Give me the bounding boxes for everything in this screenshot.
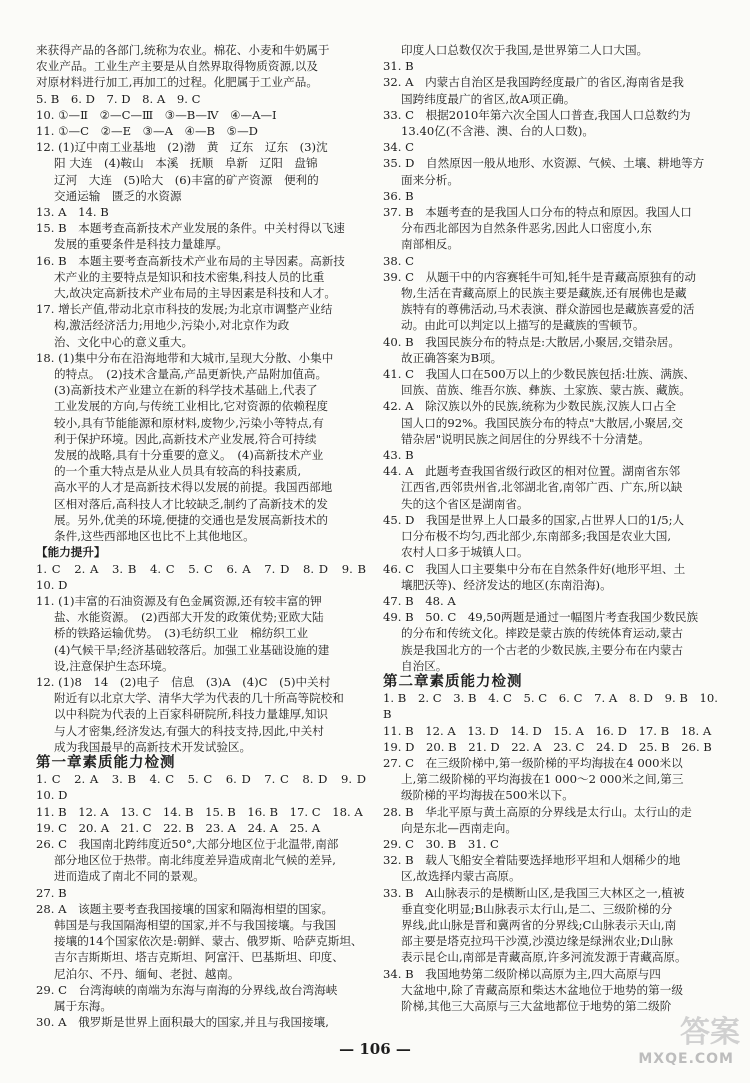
answer-line: 壤肥沃等)、经济发达的地区(东南沿海)。: [401, 577, 612, 592]
answer-line: 41. C 我国人口在500万以上的少数民族包括:壮族、满族、: [383, 367, 696, 382]
answer-line: 12. (1)8 14 (2)电子 信息 (3)A (4)C (5)中关村: [36, 674, 331, 689]
answer-line: 33. C 根据2010年第六次全国人口普查,我国人口总数约为: [383, 107, 691, 122]
answer-line: 故正确答案为B项。: [401, 350, 503, 365]
answer-line: 接壤的14个国家依次是:朝鲜、蒙古、俄罗斯、哈萨克斯坦、: [54, 934, 363, 949]
answer-line: 较小,具有节能能源和原材料,废物少,污染小等特点,有: [54, 415, 324, 430]
answer-line: 农村人口多于城镇人口。: [401, 545, 529, 560]
answer-line: 界线,此山脉是晋和冀两省的分界线;C山脉表示天山,南: [401, 917, 677, 932]
answer-line: 36. B: [383, 188, 414, 203]
answer-line: 30. A 俄罗斯是世界上面积最大的国家,并且与我国接壤,: [36, 1015, 329, 1030]
answer-line: 国人口的92%。我国民族分布的特点"大散居,小聚居,交: [401, 415, 683, 430]
answer-line: 18. (1)集中分布在沿海地带和大城市,呈现大分散、小集中: [36, 350, 334, 365]
watermark-big-text: 答案: [680, 1015, 740, 1050]
answer-line: 自治区。: [401, 658, 448, 673]
answer-line: 印度人口总数仅次于我国,是世界第二人口大国。: [401, 43, 649, 57]
answer-line: 江西省,西邻贵州省,北邻湖北省,南邻广西、广东,所以缺: [401, 480, 683, 495]
answer-line: 45. D 我国是世界上人口最多的国家,占世界人口的1/5;人: [383, 512, 685, 527]
answer-line: 27. C 在三级阶梯中,第一级阶梯的平均海拔在4 000米以: [383, 755, 683, 770]
answer-line: 展。另外,优美的环境,便捷的交通也是发展高新技术的: [54, 512, 329, 527]
answer-line: 交通运输 匮乏的水资源: [54, 188, 182, 203]
answer-line: 发展的重要条件是科技力量雄厚。: [54, 237, 228, 252]
answer-line: 级阶梯的平均海拔在500米以下。: [401, 788, 574, 803]
answer-line: 5. B 6. D 7. D 8. A 9. C: [36, 91, 201, 106]
answer-line: 32. B 载人飞船安全着陆要选择地形平坦和人烟稀少的地: [383, 853, 681, 868]
answer-line: 19. C 20. A 21. C 22. B 23. A 24. A 25. A: [36, 820, 321, 835]
answer-line: 1. B 2. C 3. B 4. C 5. C 6. C 7. A 8. D 9. B 10. B: [383, 691, 718, 722]
answer-line: 与人才密集,经济发达,有强大的科技支持,因此,中关村: [54, 723, 324, 738]
answer-line: 的一个重大特点是从业人员具有较高的科技素质,: [54, 464, 302, 479]
answer-line: 族特有的尊佛活动,马术表演、群众游园也是藏族喜爱的活: [401, 302, 695, 317]
answer-line: 19. D 20. B 21. D 22. A 23. C 24. D 25. B 26. B: [383, 739, 712, 754]
answer-line: 以中科院为代表的上百家科研院所,科技力量雄厚,知识: [54, 707, 329, 722]
answer-line: 阳 大连 (4)鞍山 本溪 抚顺 阜新 辽阳 盘锦: [54, 156, 318, 171]
answer-line: 29. C 30. B 31. C: [383, 836, 499, 851]
answer-line: 47. B 48. A: [383, 593, 456, 608]
answer-line: 的特点。 (2)技术含量高,产品更新快,产品附加值高。: [54, 367, 328, 382]
answer-line: 28. A 该题主要考查我国接壤的国家和隔海相望的国家。: [36, 901, 334, 916]
answer-line: 错杂居"说明民族之间居住的分界线不十分清楚。: [401, 431, 650, 446]
answer-line: 11. ①—C ②—E ③—A ④—B ⑤—D: [36, 124, 258, 139]
answer-line: 分布西北部因为自然条件恶劣,因此人口密度小,东: [401, 221, 652, 236]
answer-line: 11. B 12. A 13. D 14. D 15. A 16. D 17. B 18. A: [383, 723, 712, 738]
answer-line: 面来分析。: [401, 172, 459, 187]
answer-line: 部主要是塔克拉玛干沙漠,沙漠边缘是绿洲农业;D山脉: [401, 934, 673, 949]
answer-line: 44. A 此题考查我国省级行政区的相对位置。湖南省东邻: [383, 464, 681, 479]
page-number: — 106 —: [339, 1040, 411, 1058]
answer-line: 1. C 2. A 3. B 4. C 5. C 6. D 7. C 8. D 9. D 10. D: [36, 772, 378, 803]
answer-line: 来获得产品的各部门,统称为农业。棉花、小麦和牛奶属于: [36, 43, 330, 57]
answer-line: 17. 增长产值,带动北京市科技的发展;为北京市调整产业结: [36, 302, 333, 317]
watermark-logo: [592, 1001, 742, 1071]
answer-line: 回族、苗族、维吾尔族、彝族、土家族、蒙古族、藏族。: [401, 383, 691, 398]
answer-line: 13. A 14. B: [36, 205, 109, 220]
answer-line: 族是我国北方的一个古老的少数民族,主要分布在内蒙古: [401, 642, 683, 657]
answer-line: 11. (1)丰富的石油资源及有色金属资源,还有较丰富的钾: [36, 593, 322, 608]
answer-line: 46. C 我国人口主要集中分布在自然条件好(地形平坦、土: [383, 561, 686, 576]
subsection-heading: 【能力提升】: [36, 545, 106, 560]
answer-line: 动。由此可以判定以上描写的是藏族的雪顿节。: [401, 318, 645, 333]
answer-line: 的分布和传统文化。摔跤是蒙古族的传统体育运动,蒙古: [401, 626, 683, 641]
left-column: [36, 42, 378, 1030]
answer-line: 附近有以北京大学、清华大学为代表的几十所高等院校和: [54, 691, 344, 706]
answer-line: 发展的战略,具有十分重要的意义。 (4)高新技术产业: [54, 448, 324, 463]
answer-line: 进而造成了南北不同的景观。: [54, 869, 205, 884]
answer-line: 区相对落后,高科技人才比较缺乏,制约了高新技术的发: [54, 496, 329, 511]
answer-line: 辽河 大连 (5)哈大 (6)丰富的矿产资源 便利的: [54, 172, 319, 187]
answer-line: 11. B 12. A 13. C 14. B 15. B 16. B 17. C 18. A: [36, 804, 363, 819]
answer-line: 设,注意保护生态环境。: [54, 658, 174, 673]
answer-line: 垂直变化明显;B山脉表示太行山,是二、三级阶梯的分: [401, 901, 673, 916]
answer-line: 口分布极不均匀,西北部少,东南部多;我国是农业大国,: [401, 529, 672, 544]
answer-line: 区,故选择内蒙古高原。: [401, 869, 521, 884]
watermark-site-text: MXQE.COM: [638, 1051, 734, 1067]
answer-line: 大,故决定高新技术产业布局的主导因素是科技和人才。: [54, 286, 336, 301]
answer-line: 失的这个省区是湖南省。: [401, 496, 529, 511]
answer-line: 条件,这些西部地区也比不上其他地区。: [54, 529, 255, 544]
answer-line: 物,生活在青藏高原上的民族主要是藏族,还有展佛也是藏: [401, 286, 687, 301]
answer-line: 28. B 华北平原与黄土高原的分界线是太行山。太行山的走: [383, 804, 692, 819]
answer-line: 32. A 内蒙古自治区是我国跨经度最广的省区,海南省是我: [383, 75, 684, 90]
answer-line: 37. B 本题考查的是我国人口分布的特点和原因。我国人口: [383, 205, 692, 220]
answer-line: 43. B: [383, 448, 414, 463]
answer-line: 34. B 我国地势第二级阶梯以高原为主,四大高原与四: [383, 966, 661, 981]
answer-line: 南部相反。: [401, 237, 459, 252]
answer-line: 尼泊尔、不丹、缅甸、老挝、越南。: [54, 966, 240, 981]
answer-line: 盐、水能资源。 (2)西部大开发的政策优势;亚欧大陆: [54, 610, 324, 625]
answer-line: 属于东海。: [54, 998, 112, 1013]
answer-line: 表示昆仑山,南部是青藏高原,许多河流发源于青藏高原。: [401, 950, 687, 965]
answer-line: 15. B 本题考查高新技术产业发展的条件。中关村得以飞速: [36, 221, 345, 236]
answer-line: 韩国是与我国隔海相望的国家,并不与我国接壤。与我国: [54, 917, 336, 932]
right-column: [383, 42, 718, 1014]
answer-line: 42. A 除汉族以外的民族,统称为少数民族,汉族人口占全: [383, 399, 676, 414]
answer-line: 大盆地中,除了青藏高原和柴达木盆地位于地势的第一级: [401, 982, 683, 997]
answer-line: 部分地区位于热带。南北纬度差异造成南北气候的差异,: [54, 853, 336, 868]
answer-line: 10. ①—Ⅱ ②—C—Ⅲ ③—B—Ⅳ ④—A—Ⅰ: [36, 107, 277, 122]
answer-line: 桥的铁路运输优势。 (3)毛纺织工业 棉纺织工业: [54, 626, 309, 641]
answer-line: 上,第二级阶梯的平均海拔在1 000～2 000米之间,第三: [401, 772, 684, 787]
answer-line: 术产业的主要特点是知识和技术密集,科技人员的比重: [54, 269, 325, 284]
answer-line: 国跨纬度最广的省区,故A项正确。: [401, 91, 576, 106]
answer-line: 治、文化中心的意义重大。: [54, 334, 194, 349]
answer-line: 吉尔吉斯斯坦、塔吉克斯坦、阿富汗、巴基斯坦、印度、: [54, 950, 344, 965]
answer-line: 26. C 我国南北跨纬度近50°,大部分地区位于北温带,南部: [36, 836, 339, 851]
answer-line: 49. B 50. C 49,50两题是通过一幅图片考查我国少数民族: [383, 610, 699, 625]
answer-line: 31. B: [383, 59, 414, 74]
answer-line: 阶梯,其他三大高原与三大盆地都位于地势的第二级阶: [401, 998, 672, 1013]
answer-line: 27. B: [36, 885, 67, 900]
answer-line: 利于保护环境。因此,高新技术产业发展,符合可持续: [54, 431, 317, 446]
answer-line: 33. B A山脉表示的是横断山区,是我国三大林区之一,植被: [383, 885, 685, 900]
answer-line: 工业发展的方向,与传统工业相比,它对资源的依赖程度: [54, 399, 329, 414]
answer-line: 34. C: [383, 140, 414, 155]
answer-line: 12. (1)辽中南工业基地 (2)渤 黄 辽东 辽东 (3)沈: [36, 140, 328, 155]
answer-line: (3)高新技术产业建立在新的科学技术基础上,代表了: [54, 383, 318, 398]
answer-line: 向是东北—西南走向。: [401, 820, 517, 835]
answer-line: 35. D 自然原因一般从地形、水资源、气候、土壤、耕地等方: [383, 156, 705, 171]
answer-line: 39. C 从题干中的内容赛牦牛可知,牦牛是青藏高原独有的动: [383, 269, 696, 284]
answer-line: 29. C 台湾海峡的南端为东海与南海的分界线,故台湾海峡: [36, 982, 338, 997]
answer-line: 38. C: [383, 253, 414, 268]
answer-line: 农业产品。工业生产主要是从自然界取得物质资源,以及: [36, 59, 318, 74]
answer-line: 1. C 2. A 3. B 4. C 5. C 6. A 7. D 8. D 9. B 10. D: [36, 561, 378, 592]
section-heading: 第一章素质能力检测: [36, 754, 176, 771]
answer-line: 对原材料进行加工,再加工的过程。化肥属于工业产品。: [36, 75, 318, 90]
answer-line: 13.40亿(不含港、澳、台的人口数)。: [401, 124, 594, 139]
answer-line: 16. B 本题主要考查高新技术产业布局的主导因素。高新技: [36, 253, 345, 268]
section-heading: 第二章素质能力检测: [383, 673, 523, 690]
answer-line: 高水平的人才是高新技术得以发展的前提。我国西部地: [54, 480, 333, 495]
answer-line: 构,激活经济活力;用地少,污染小,对北京作为政: [54, 318, 290, 333]
answer-line: 成为我国最早的高新技术开发试验区。: [54, 739, 252, 754]
answer-line: (4)气候干旱;经济基础较落后。加强工业基础设施的建: [54, 642, 330, 657]
answer-line: 40. B 我国民族分布的特点是:大散居,小聚居,交错杂居。: [383, 334, 680, 349]
